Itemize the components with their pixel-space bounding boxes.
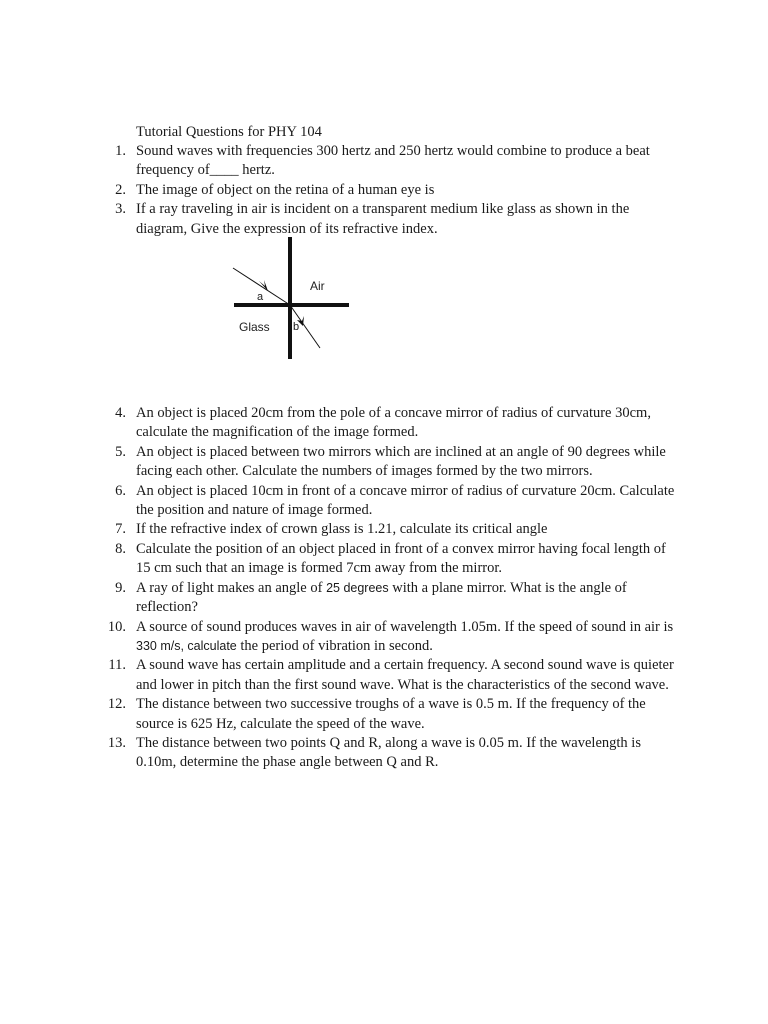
question-5 — [0, 443, 768, 482]
question-text: An object is placed between two mirrors which are inclined at an angle of 90 degrees while facing each other. Calculate the numbers of images formed by the two mirrors. — [136, 443, 666, 480]
question-2 — [0, 181, 768, 200]
question-text: The distance between two successive troughs of a wave is 0.5 m. If the frequency of the source is 625 Hz, calculate the speed of the wave. — [136, 696, 646, 732]
question-text-part: 330 m/s, calculate — [136, 638, 237, 653]
question-1 — [0, 142, 768, 181]
question-number: 6. — [115, 482, 126, 499]
question-8 — [0, 540, 768, 579]
question-text — [136, 579, 676, 618]
page-title: Tutorial Questions for PHY 104 — [136, 124, 322, 140]
question-number: 12. — [107, 696, 126, 713]
question-text: Calculate the position of an object placed in front of a convex mirror having focal length of 15 cm such that an image is formed 7cm away from the mirror. — [136, 540, 666, 577]
question-text: An object is placed 20cm from the pole of a concave mirror of radius of curvature 30cm, calculate the magnification of the image formed. — [136, 405, 651, 441]
air-label: Air — [310, 279, 325, 293]
refraction-diagram-svg — [228, 235, 353, 363]
question-4 — [0, 404, 768, 443]
question-number: 5. — [115, 443, 126, 460]
question-10 — [0, 618, 768, 657]
question-number: 3. — [115, 201, 126, 218]
question-text-part: with a plane mirror. What is the angle of reflection? — [136, 579, 627, 616]
question-text: An object is placed 10cm in front of a concave mirror of radius of curvature 20cm. Calculate the position and nature of image formed. — [136, 482, 675, 519]
question-number: 8. — [115, 540, 126, 557]
question-11 — [0, 656, 768, 695]
angle-a-label: a — [257, 291, 264, 303]
question-list — [0, 142, 768, 773]
refraction-diagram — [228, 235, 353, 363]
question-number: 1. — [115, 143, 126, 159]
glass-label: Glass — [239, 320, 270, 334]
question-text: A sound wave has certain amplitude and a certain frequency. A second sound wave is quieter and lower in pitch than the first sound wave. What is the characteristics of the second wave. — [136, 657, 674, 693]
question-text — [136, 618, 676, 657]
question-12 — [0, 695, 768, 734]
question-text: If a ray traveling in air is incident on a transparent medium like glass as shown in the diagram, Give the expression of its refractive index. — [136, 201, 630, 237]
question-number: 10. — [107, 618, 126, 635]
question-text: The image of object on the retina of a human eye is — [136, 181, 435, 198]
question-text: If the refractive index of crown glass is 1.21, calculate its critical angle — [136, 521, 548, 538]
question-text-part: 25 degrees — [326, 580, 389, 595]
question-number: 4. — [115, 405, 126, 422]
question-text-part: A ray of light makes an angle of — [136, 579, 327, 596]
question-number: 9. — [115, 579, 126, 596]
question-number: 2. — [115, 181, 126, 198]
question-number: 11. — [108, 657, 126, 674]
question-text: Sound waves with frequencies 300 hertz and 250 hertz would combine to produce a beat frequency of____ hertz. — [136, 143, 650, 179]
angle-b-label: b — [293, 321, 300, 333]
question-text-part: A source of sound produces waves in air of wavelength 1.05m. If the speed of sound in air is — [136, 618, 674, 635]
question-7 — [0, 520, 768, 539]
question-13 — [0, 734, 768, 773]
question-number: 7. — [115, 521, 126, 538]
question-3 — [0, 200, 768, 239]
question-number: 13. — [107, 734, 126, 751]
question-6 — [0, 482, 768, 521]
question-text: The distance between two points Q and R, along a wave is 0.05 m. If the wavelength is 0.10m, determine the phase angle between Q and R. — [136, 734, 641, 771]
question-9 — [0, 579, 768, 618]
question-text-part: the period of vibration in second. — [236, 637, 433, 654]
